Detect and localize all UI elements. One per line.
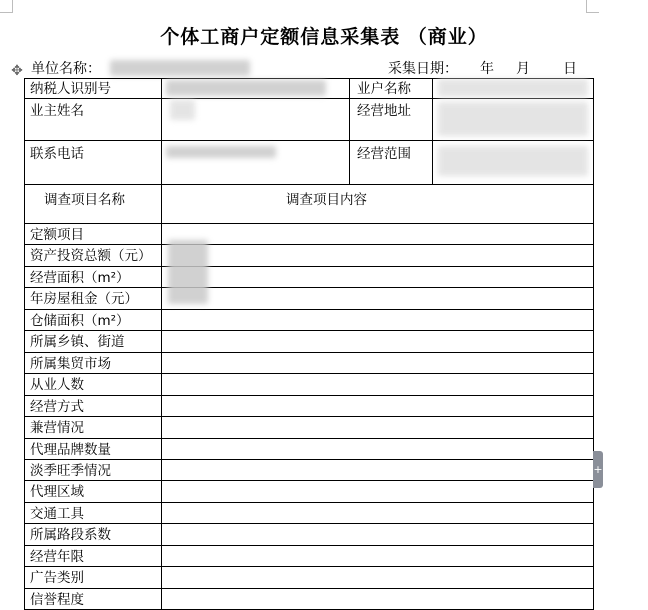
date-day: 日 bbox=[563, 61, 577, 77]
survey-content-header: 调查项目内容 bbox=[286, 192, 367, 208]
household-name-label: 业户名称 bbox=[357, 81, 411, 97]
table-border-v bbox=[161, 78, 162, 610]
table-border-h bbox=[24, 352, 593, 353]
table-border-h bbox=[24, 438, 593, 439]
page-corner-mark-right bbox=[586, 0, 599, 13]
table-border-h bbox=[24, 395, 593, 396]
redacted-household-name bbox=[438, 79, 588, 97]
survey-item-label: 从业人数 bbox=[30, 377, 84, 394]
survey-item-label: 资产投资总额（元） bbox=[30, 248, 152, 265]
business-address-label: 经营地址 bbox=[357, 103, 411, 119]
table-border-h bbox=[24, 588, 593, 589]
table-border-h bbox=[24, 223, 593, 224]
table-move-handle-icon[interactable]: ✥ bbox=[11, 63, 23, 79]
table-border-v bbox=[24, 78, 25, 610]
redacted-business-scope bbox=[438, 146, 588, 176]
table-border-v bbox=[432, 78, 433, 184]
owner-name-label: 业主姓名 bbox=[30, 103, 84, 119]
unit-name-label: 单位名称： bbox=[31, 61, 101, 77]
redacted-owner-name bbox=[170, 100, 195, 120]
collection-date-label: 采集日期： bbox=[388, 61, 458, 77]
survey-item-label: 所属集贸市场 bbox=[30, 355, 111, 372]
table-border-h bbox=[24, 523, 593, 524]
redacted-phone bbox=[166, 146, 276, 158]
survey-item-label: 经营年限 bbox=[30, 548, 84, 565]
tax-id-label: 纳税人识别号 bbox=[30, 81, 111, 97]
table-border-h bbox=[24, 373, 593, 374]
survey-item-label: 所属路段系数 bbox=[30, 527, 111, 544]
redacted-unit-name bbox=[110, 60, 250, 76]
page-corner-mark-left bbox=[0, 0, 13, 13]
table-border-h bbox=[24, 545, 593, 546]
document-title: 个体工商户定额信息采集表 （商业） bbox=[160, 26, 488, 48]
phone-label: 联系电话 bbox=[30, 146, 84, 162]
table-border-h bbox=[24, 416, 593, 417]
table-border-h bbox=[24, 287, 593, 288]
table-border-h bbox=[24, 244, 593, 245]
add-row-button[interactable] bbox=[593, 451, 603, 488]
date-year: 年 bbox=[480, 61, 494, 77]
date-month: 月 bbox=[516, 61, 530, 77]
table-border-h bbox=[24, 330, 593, 331]
table-border-h bbox=[24, 266, 593, 267]
table-border-h bbox=[24, 480, 593, 481]
table-border-h bbox=[24, 309, 593, 310]
survey-item-label: 所属乡镇、街道 bbox=[30, 334, 125, 351]
table-border-v bbox=[593, 78, 594, 610]
survey-item-label: 年房屋租金（元） bbox=[30, 291, 138, 308]
table-border-h bbox=[24, 140, 593, 141]
redacted-survey-values bbox=[168, 240, 208, 304]
table-border-v bbox=[349, 78, 350, 184]
table-border-h bbox=[24, 502, 593, 503]
redacted-tax-id bbox=[166, 80, 326, 96]
table-border-h bbox=[24, 98, 593, 99]
business-scope-label: 经营范围 bbox=[357, 146, 411, 162]
plus-icon: + bbox=[593, 463, 603, 476]
survey-item-label: 兼营情况 bbox=[30, 420, 84, 437]
table-border-h bbox=[24, 459, 593, 460]
table-border-h bbox=[24, 566, 593, 567]
survey-item-label: 交通工具 bbox=[30, 505, 84, 522]
survey-item-label: 广告类别 bbox=[30, 570, 84, 587]
survey-name-header: 调查项目名称 bbox=[44, 192, 125, 208]
survey-item-label: 经营方式 bbox=[30, 398, 84, 415]
redacted-business-address bbox=[438, 102, 588, 136]
survey-item-label: 经营面积（m²） bbox=[30, 269, 130, 286]
survey-item-label: 信誉程度 bbox=[30, 591, 84, 608]
table-border-h bbox=[24, 184, 593, 185]
survey-item-label: 仓储面积（m²） bbox=[30, 312, 130, 329]
survey-item-label: 淡季旺季情况 bbox=[30, 462, 111, 479]
survey-item-label: 代理区域 bbox=[30, 484, 84, 501]
survey-item-label: 代理品牌数量 bbox=[30, 441, 111, 458]
survey-item-label: 定额项目 bbox=[30, 227, 84, 243]
